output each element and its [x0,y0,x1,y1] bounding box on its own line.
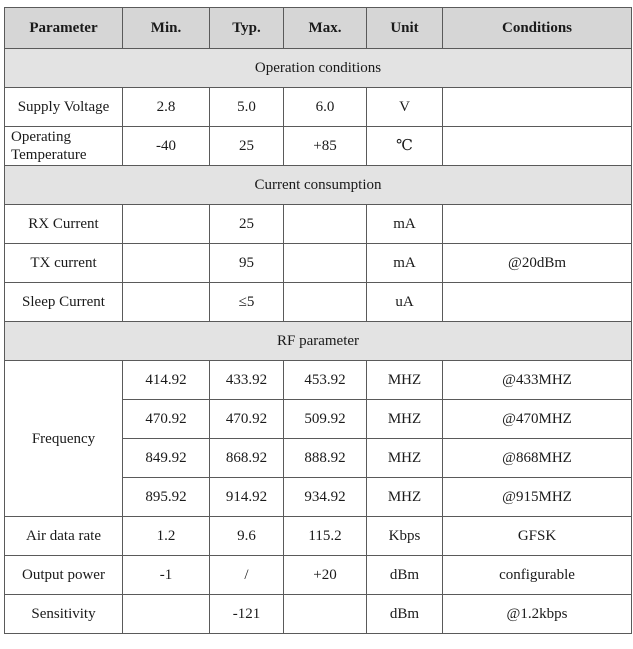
typ-cell: 5.0 [210,88,284,127]
unit-cell: dBm [367,556,443,595]
conditions-cell: @868MHZ [443,439,632,478]
table-row [5,244,632,283]
typ-cell: 433.92 [210,361,284,400]
table-row [5,127,632,166]
parameter-cell: Frequency [5,361,123,517]
unit-cell: mA [367,244,443,283]
conditions-cell: @470MHZ [443,400,632,439]
unit-cell: mA [367,205,443,244]
conditions-cell: @915MHZ [443,478,632,517]
parameter-cell: Sleep Current [5,283,123,322]
max-cell: 509.92 [284,400,367,439]
max-cell: 934.92 [284,478,367,517]
typ-cell: ≤5 [210,283,284,322]
parameter-cell: Operating Temperature [5,127,123,166]
conditions-cell: GFSK [443,517,632,556]
typ-cell: -121 [210,595,284,634]
typ-cell: 868.92 [210,439,284,478]
min-cell: 1.2 [123,517,210,556]
max-cell: 453.92 [284,361,367,400]
parameter-cell: Supply Voltage [5,88,123,127]
typ-cell: 9.6 [210,517,284,556]
conditions-cell [443,88,632,127]
max-cell: 6.0 [284,88,367,127]
typ-cell: 470.92 [210,400,284,439]
conditions-cell: @20dBm [443,244,632,283]
conditions-cell [443,127,632,166]
max-cell: +20 [284,556,367,595]
table-row [5,517,632,556]
conditions-cell [443,205,632,244]
header-typ: Typ. [210,8,284,49]
unit-cell: MHZ [367,361,443,400]
max-cell [284,283,367,322]
unit-cell: MHZ [367,439,443,478]
max-cell: 115.2 [284,517,367,556]
min-cell: 849.92 [123,439,210,478]
header-min: Min. [123,8,210,49]
unit-cell: MHZ [367,400,443,439]
min-cell: 895.92 [123,478,210,517]
max-cell [284,205,367,244]
header-row [5,8,632,49]
min-cell: -1 [123,556,210,595]
typ-cell: 25 [210,127,284,166]
section-title: RF parameter [5,322,632,361]
section-title: Operation conditions [5,49,632,88]
min-cell [123,244,210,283]
table-row [5,88,632,127]
header-parameter: Parameter [5,8,123,49]
table-row [5,595,632,634]
typ-cell: 914.92 [210,478,284,517]
section-title: Current consumption [5,166,632,205]
table-row [5,556,632,595]
section-row-rf [5,322,632,361]
unit-cell: MHZ [367,478,443,517]
max-cell [284,595,367,634]
typ-cell: / [210,556,284,595]
table-row [5,205,632,244]
min-cell [123,595,210,634]
section-row-operation [5,49,632,88]
parameter-cell: Sensitivity [5,595,123,634]
conditions-cell: @433MHZ [443,361,632,400]
max-cell [284,244,367,283]
min-cell: 470.92 [123,400,210,439]
spec-table [4,7,632,634]
unit-cell: Kbps [367,517,443,556]
min-cell [123,205,210,244]
header-conditions: Conditions [443,8,632,49]
min-cell: -40 [123,127,210,166]
max-cell: +85 [284,127,367,166]
unit-cell: ℃ [367,127,443,166]
table-row [5,361,632,400]
unit-cell: uA [367,283,443,322]
min-cell [123,283,210,322]
max-cell: 888.92 [284,439,367,478]
conditions-cell: configurable [443,556,632,595]
min-cell: 414.92 [123,361,210,400]
section-row-current [5,166,632,205]
header-unit: Unit [367,8,443,49]
parameter-cell: RX Current [5,205,123,244]
header-max: Max. [284,8,367,49]
typ-cell: 25 [210,205,284,244]
min-cell: 2.8 [123,88,210,127]
parameter-cell: Air data rate [5,517,123,556]
conditions-cell [443,283,632,322]
table-row [5,283,632,322]
parameter-cell: TX current [5,244,123,283]
unit-cell: V [367,88,443,127]
typ-cell: 95 [210,244,284,283]
parameter-cell: Output power [5,556,123,595]
conditions-cell: @1.2kbps [443,595,632,634]
unit-cell: dBm [367,595,443,634]
